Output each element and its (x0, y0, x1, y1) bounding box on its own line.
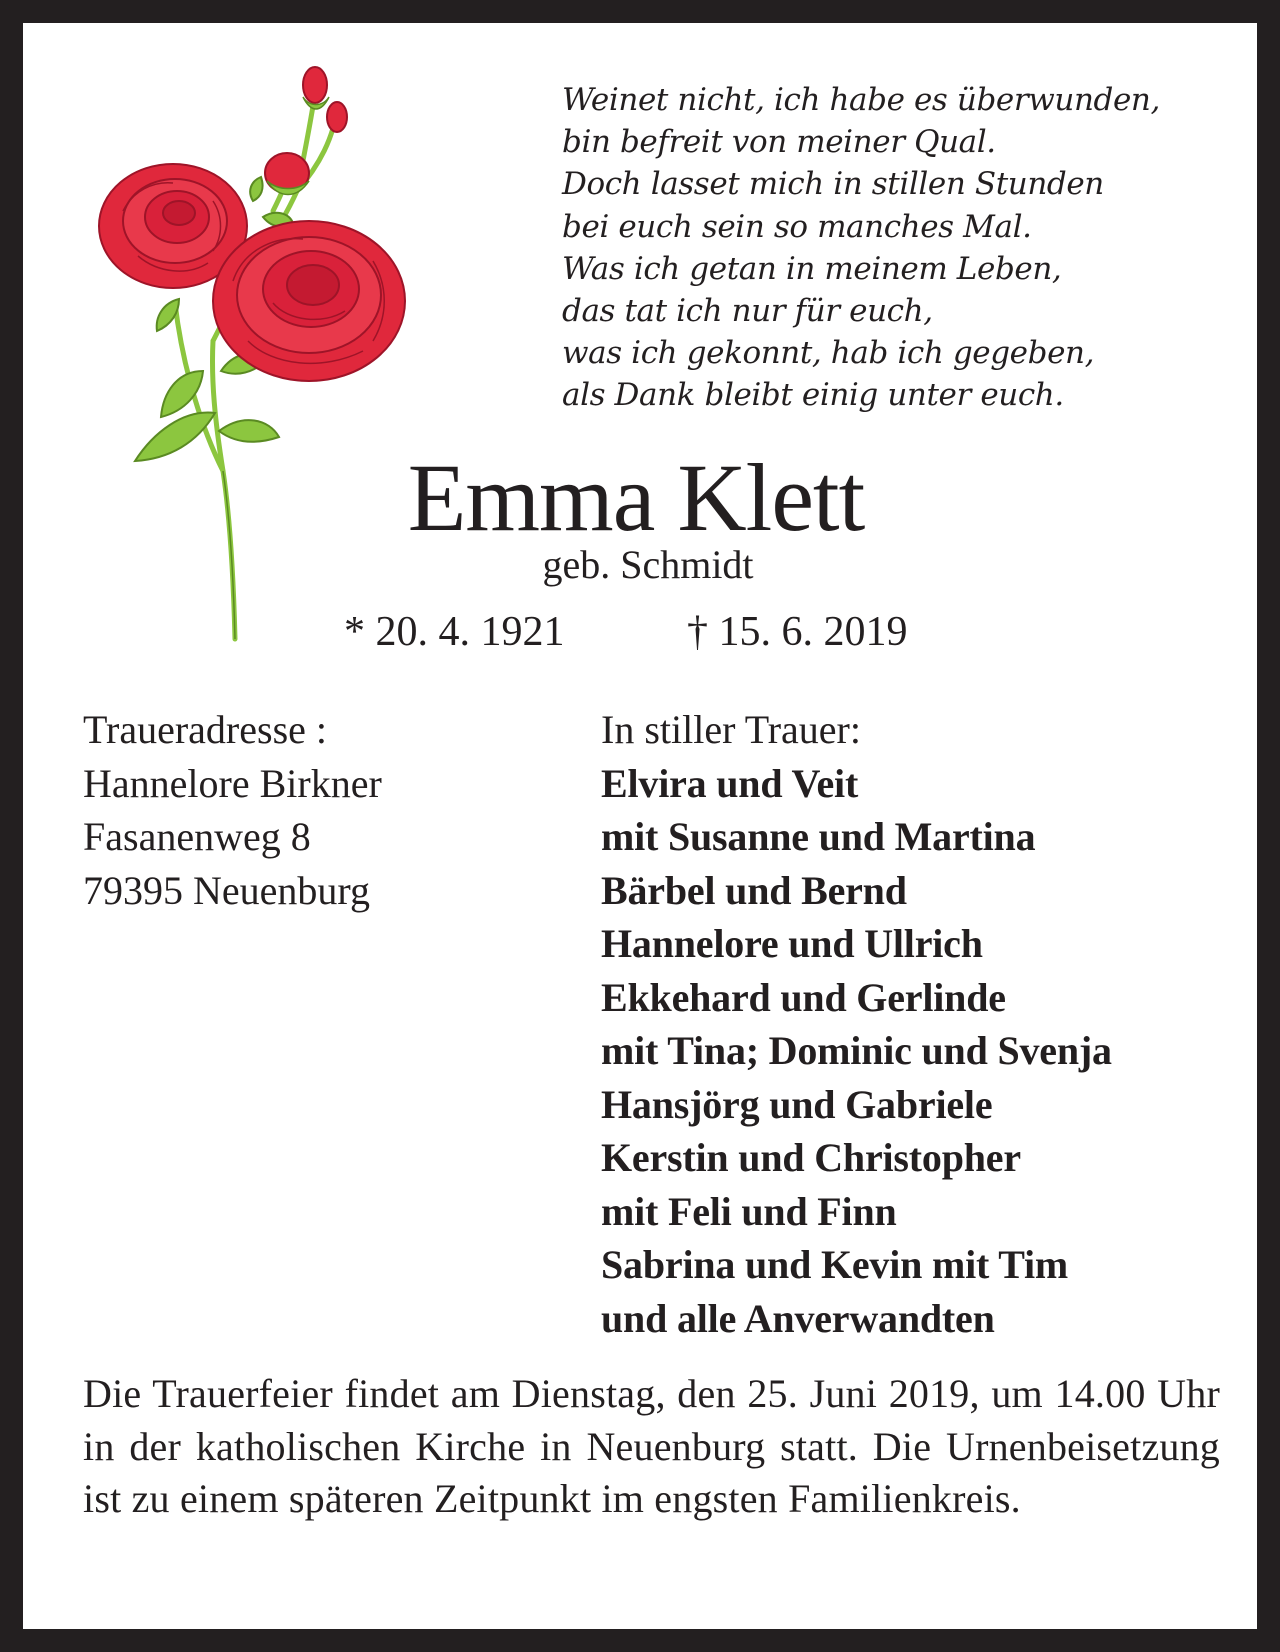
mourner-line: mit Susanne und Martina (601, 814, 1036, 859)
mourner-line: Ekkehard und Gerlinde (601, 974, 1006, 1020)
poem-line: Was ich getan in meinem Leben, (562, 250, 1062, 287)
death-date: † 15. 6. 2019 (687, 609, 908, 655)
poem-line: bei euch sein so manches Mal. (562, 208, 1032, 245)
birth-name: geb. Schmidt (542, 542, 754, 587)
poem-line: was ich gekonnt, hab ich gegeben, (562, 335, 1095, 372)
address-heading: Traueradresse : (83, 707, 328, 752)
mourner-line: Sabrina und Kevin mit Tim (601, 1242, 1068, 1287)
mourner-line: Kerstin und Christopher (601, 1135, 1021, 1180)
birth-date: * 20. 4. 1921 (344, 609, 565, 655)
mourner-line: Bärbel und Bernd (601, 867, 907, 913)
obituary-notice (23, 23, 1257, 1629)
mourner-line: und alle Anverwandten (601, 1295, 995, 1341)
mourner-line: mit Feli und Finn (601, 1188, 897, 1234)
mourners-heading: In stiller Trauer: (601, 707, 861, 752)
address-line: Fasanenweg 8 (83, 814, 311, 859)
mourning-address (83, 703, 382, 917)
mourner-line: Elvira und Veit (601, 760, 859, 806)
poem-line: als Dank bleibt einig unter euch. (562, 377, 1064, 414)
poem (562, 79, 1202, 417)
deceased-name-text: Emma Klett (407, 444, 865, 551)
address-line: Hannelore Birkner (83, 760, 382, 806)
mourner-line: Hannelore und Ullrich (601, 921, 983, 966)
poem-line: Doch lasset mich in stillen Stunden (562, 166, 1104, 203)
poem-line: Weinet nicht, ich habe es überwunden, (562, 82, 1160, 118)
mourners-list (601, 703, 1112, 1345)
mourner-line: Hansjörg und Gabriele (601, 1081, 993, 1127)
ceremony-announcement: Die Trauerfeier findet am Dienstag, den 25. Juni 2019, um 14.00 Uhr in der katholischen Kirche in Neuenburg statt. Die Urnenbeisetzung ist zu einem späteren Zeitpunkt im engsten Familienkreis. (83, 1371, 1220, 1521)
deceased-name (23, 443, 1257, 553)
address-line: 79395 Neuenburg (83, 867, 370, 913)
poem-line: das tat ich nur für euch, (562, 293, 933, 330)
mourner-line: mit Tina; Dominic und Svenja (601, 1028, 1112, 1073)
poem-line: bin befreit von meiner Qual. (562, 124, 996, 161)
